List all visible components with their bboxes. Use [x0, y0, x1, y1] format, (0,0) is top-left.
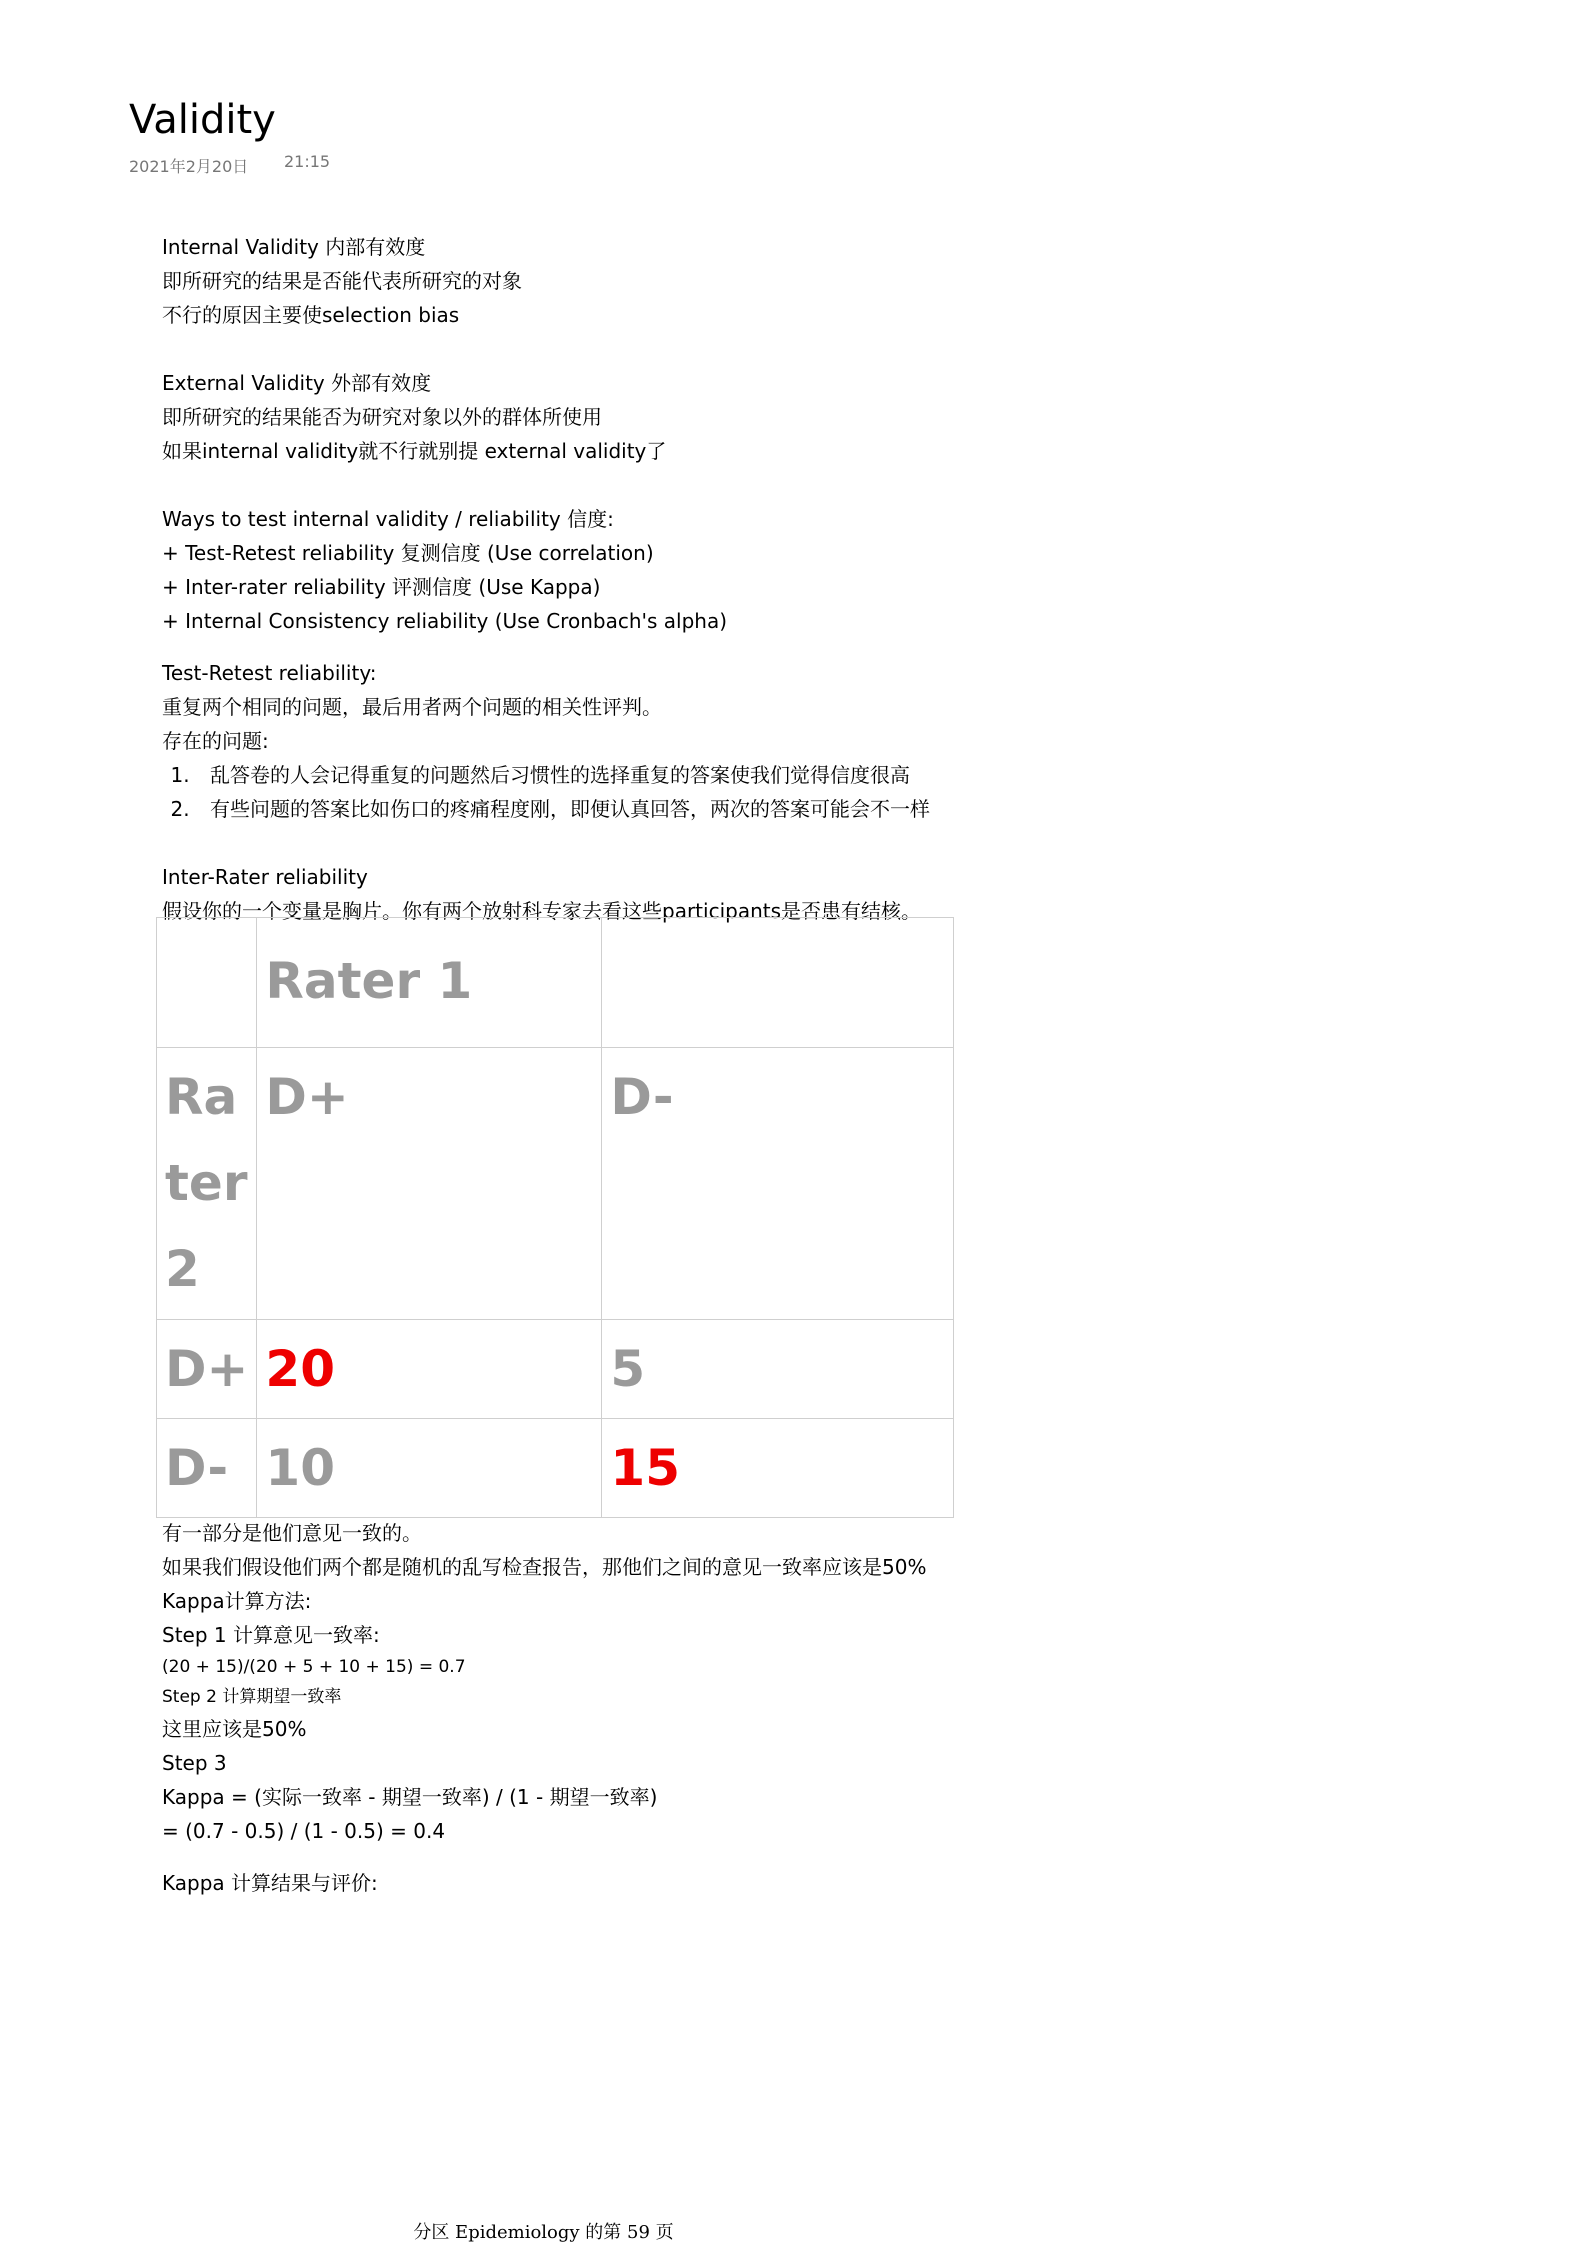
table-corner-cell: [157, 918, 257, 1048]
kappa-formula: Kappa = (实际一致率 - 期望一致率) / (1 - 期望一致率): [162, 1785, 658, 1809]
random-note: 如果我们假设他们两个都是随机的乱写检查报告，那他们之间的意见一致率应该是50%: [162, 1555, 927, 1579]
table-empty-cell: [602, 918, 954, 1048]
rater2-dminus-header: D-: [157, 1419, 257, 1518]
step1-label: Step 1 计算意见一致率:: [162, 1623, 380, 1647]
internal-validity-heading: Internal Validity 内部有效度: [162, 235, 426, 259]
note-time: 21:15: [284, 152, 331, 171]
cell-dplus-dplus: 20: [257, 1320, 602, 1419]
kappa-formula-calc: = (0.7 - 0.5) / (1 - 0.5) = 0.4: [162, 1819, 446, 1843]
step3-label: Step 3: [162, 1751, 227, 1775]
ways-item: + Internal Consistency reliability (Use Cronbach's alpha): [162, 609, 728, 633]
cell-dminus-dminus: 15: [602, 1419, 954, 1518]
note-date: 2021年2月20日: [129, 157, 249, 176]
test-retest-heading: Test-Retest reliability:: [162, 661, 377, 685]
external-validity-line: 即所研究的结果能否为研究对象以外的群体所使用: [162, 405, 602, 429]
external-validity-line: 如果internal validity就不行就别提 external validity了: [162, 439, 667, 463]
test-retest-desc: 重复两个相同的问题，最后用者两个问题的相关性评判。: [162, 695, 662, 719]
internal-validity-line: 即所研究的结果是否能代表所研究的对象: [162, 269, 522, 293]
list-item: 1. 乱答卷的人会记得重复的问题然后习惯性的选择重复的答案使我们觉得信度很高: [196, 758, 1362, 792]
kappa-result-label: Kappa 计算结果与评价:: [162, 1871, 378, 1895]
internal-validity-line: 不行的原因主要使selection bias: [162, 303, 460, 327]
issues-label: 存在的问题:: [162, 729, 269, 753]
page-title: Validity: [129, 97, 276, 143]
kappa-table: [156, 917, 954, 1518]
note-meta: [129, 152, 331, 177]
rater2-header: Rater 2: [157, 1048, 257, 1320]
cell-dminus-dplus: 10: [257, 1419, 602, 1518]
issues-list: [162, 758, 1362, 826]
ways-heading: Ways to test internal validity / reliability 信度:: [162, 507, 614, 531]
step2-label: Step 2 计算期望一致率: [162, 1687, 342, 1707]
list-item: 2. 有些问题的答案比如伤口的疼痛程度刚，即便认真回答，两次的答案可能会不一样: [196, 792, 1362, 826]
kappa-explanation: [162, 1516, 1362, 1900]
agreement-note: 有一部分是他们意见一致的。: [162, 1521, 422, 1545]
rater1-dplus-header: D+: [257, 1048, 602, 1320]
external-validity-heading: External Validity 外部有效度: [162, 371, 432, 395]
cell-dplus-dminus: 5: [602, 1320, 954, 1419]
inter-rater-desc: 假设你的一个变量是胸片。你有两个放射科专家去看这些participants是否患有结核。: [162, 899, 922, 923]
rater1-dminus-header: D-: [602, 1048, 954, 1320]
rater1-header: Rater 1: [257, 918, 602, 1048]
inter-rater-heading: Inter-Rater reliability: [162, 865, 368, 889]
page-footer: 分区 Epidemiology 的第 59 页: [413, 2222, 674, 2243]
step1-calc: (20 + 15)/(20 + 5 + 10 + 15) = 0.7: [162, 1657, 466, 1677]
step2-value: 这里应该是50%: [162, 1717, 307, 1741]
kappa-method-label: Kappa计算方法:: [162, 1589, 312, 1613]
note-body: [162, 230, 1362, 928]
ways-item: + Inter-rater reliability 评测信度 (Use Kappa): [162, 575, 601, 599]
rater2-dplus-header: D+: [157, 1320, 257, 1419]
ways-item: + Test-Retest reliability 复测信度 (Use correlation): [162, 541, 654, 565]
